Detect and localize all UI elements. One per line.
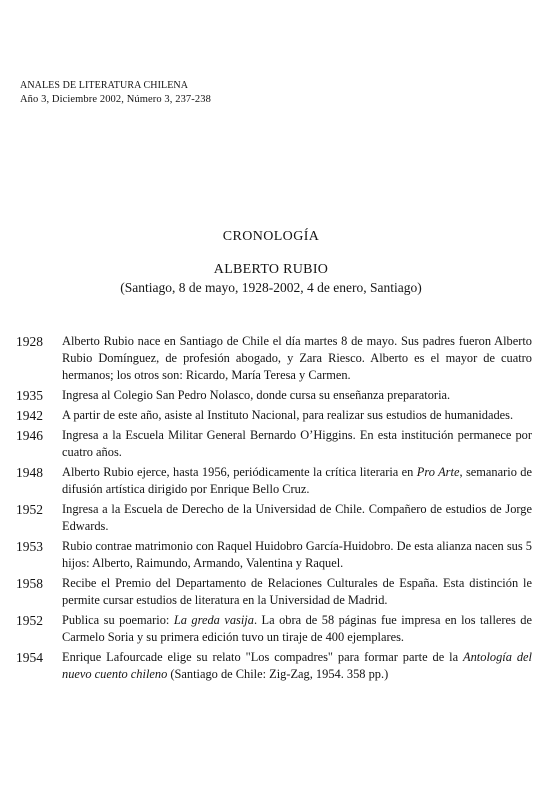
chronology-entry (16, 464, 532, 498)
entry-text-segment: Alberto Rubio ejerce, hasta 1956, periódicamente la crítica literaria en (62, 465, 417, 479)
entry-year: 1942 (16, 408, 43, 423)
entry-year: 1948 (16, 465, 43, 480)
entry-text-italic: Pro Arte (416, 465, 460, 479)
chronology-entry (16, 538, 532, 572)
person-name: ALBERTO RUBIO (213, 262, 329, 277)
entry-text (62, 649, 532, 683)
entry-text-segment: Ingresa al Colegio San Pedro Nolasco, donde cursa su enseñanza preparatoria. (62, 388, 451, 402)
entry-year: 1954 (16, 650, 43, 665)
entry-text (62, 333, 532, 384)
chronology-entry (16, 407, 532, 424)
entry-text-segment: Ingresa a la Escuela Militar General Bernardo O’Higgins. En esta institución permanece por cuatro años. (62, 428, 532, 459)
entry-text (62, 387, 532, 404)
chronology-list (16, 333, 532, 686)
entry-text-italic: La greda vasija (173, 613, 254, 627)
chronology-entry (16, 575, 532, 609)
chronology-entry (16, 427, 532, 461)
entry-text-segment: (Santiago de Chile: Zig-Zag, 1954. 358 pp.) (167, 667, 389, 681)
journal-name: ANALES DE LITERATURA CHILENA (20, 80, 189, 91)
entry-year: 1952 (16, 502, 43, 517)
entry-year: 1952 (16, 613, 43, 628)
chronology-entry (16, 333, 532, 384)
entry-year: 1928 (16, 334, 43, 349)
entry-text-segment: A partir de este año, asiste al Instituto Nacional, para realizar sus estudios de humanidades. (62, 408, 514, 422)
entry-text-segment: , semanario de difusión artística dirigido por Enrique Bello Cruz. (62, 465, 532, 496)
entry-text (62, 464, 532, 498)
chronology-entry (16, 387, 532, 404)
entry-year: 1953 (16, 539, 43, 554)
entry-text (62, 612, 532, 646)
journal-header (20, 79, 211, 107)
entry-year: 1958 (16, 576, 43, 591)
entry-text-segment: Publica su poemario: (62, 613, 174, 627)
entry-text-segment: . La obra de 58 páginas fue impresa en los talleres de Carmelo Soria y su primera edición tuvo un tiraje de 400 ejemplares. (62, 613, 533, 644)
entry-text-segment: Rubio contrae matrimonio con Raquel Huidobro García-Huidobro. De esta alianza nacen sus 5 hijos: Alberto, Raimundo, Armando, Valentina y Raquel. (62, 539, 532, 570)
person-details: (Santiago, 8 de mayo, 1928-2002, 4 de enero, Santiago) (120, 280, 422, 295)
entry-year: 1935 (16, 388, 43, 403)
chronology-entry (16, 612, 532, 646)
entry-text (62, 538, 532, 572)
entry-text-italic: Antología del nuevo cuento chileno (62, 650, 532, 681)
journal-issue: Año 3, Diciembre 2002, Número 3, 237-238 (20, 94, 211, 105)
entry-text-segment: Alberto Rubio nace en Santiago de Chile el día martes 8 de mayo. Sus padres fueron Alberto Rubio Domínguez, de profesión abogado, y Zara Riesco. Alberto es el mayor de cuatro hermanos; los otros son: Ricardo, María Teresa y Carmen. (62, 334, 532, 382)
entry-text-segment: Ingresa a la Escuela de Derecho de la Universidad de Chile. Compañero de estudios de Jorge Edwards. (62, 502, 532, 533)
entry-text-segment: Recibe el Premio del Departamento de Relaciones Culturales de España. Esta distinción le permite cursar estudios de literatura en la Universidad de Madrid. (62, 576, 532, 607)
entry-text-segment: Enrique Lafourcade elige su relato "Los compadres" para formar parte de la (62, 650, 464, 664)
entry-year: 1946 (16, 428, 43, 443)
entry-text (62, 407, 532, 424)
entry-text (62, 575, 532, 609)
entry-text (62, 501, 532, 535)
chronology-entry (16, 501, 532, 535)
chronology-entry (16, 649, 532, 683)
section-title: CRONOLOGÍA (222, 229, 320, 244)
entry-text (62, 427, 532, 461)
